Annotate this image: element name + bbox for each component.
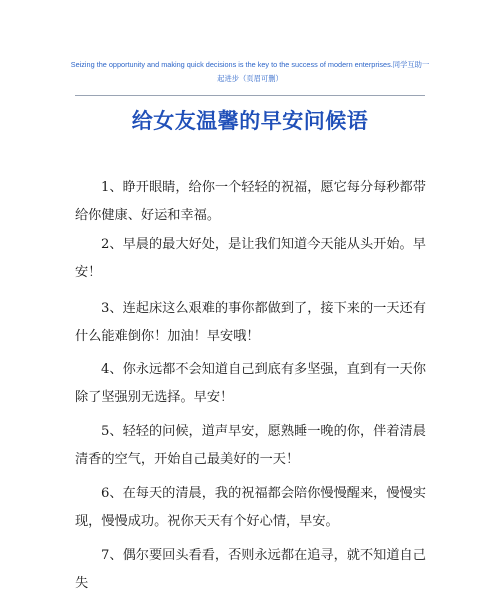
paragraph-2: 2、早晨的最大好处，是让我们知道今天能从头开始。早安！ [75, 237, 426, 280]
paragraph-7: 7、偶尔要回头看看，否则永远都在追寻，就不知道自己失 [75, 548, 426, 591]
paragraph-6: 6、在每天的清晨，我的祝福都会陪你慢慢醒来，慢慢实现，慢慢成功。祝你天天有个好心情，早安。 [75, 486, 426, 529]
paragraph-4: 4、你永远都不会知道自己到底有多坚强，直到有一天你除了坚强别无选择。早安！ [75, 362, 426, 405]
paragraph-5: 5、轻轻的问候，道声早安，愿熟睡一晚的你，伴着清晨清香的空气，开始自己最美好的一天！ [75, 424, 426, 467]
paragraph-3: 3、连起床这么艰难的事你都做到了，接下来的一天还有什么能难倒你！加油！早安哦！ [75, 301, 426, 344]
header-divider [75, 95, 425, 96]
paragraph-1: 1、睁开眼睛，给你一个轻轻的祝福，愿它每分每秒都带给你健康、好运和幸福。 [75, 180, 426, 223]
document-title: 给女友温馨的早安问候语 [131, 109, 369, 133]
page-header: Seizing the opportunity and making quick decisions is the key to the success of modern enterprises.同学互助一起进步（页眉可删） [70, 60, 430, 83]
